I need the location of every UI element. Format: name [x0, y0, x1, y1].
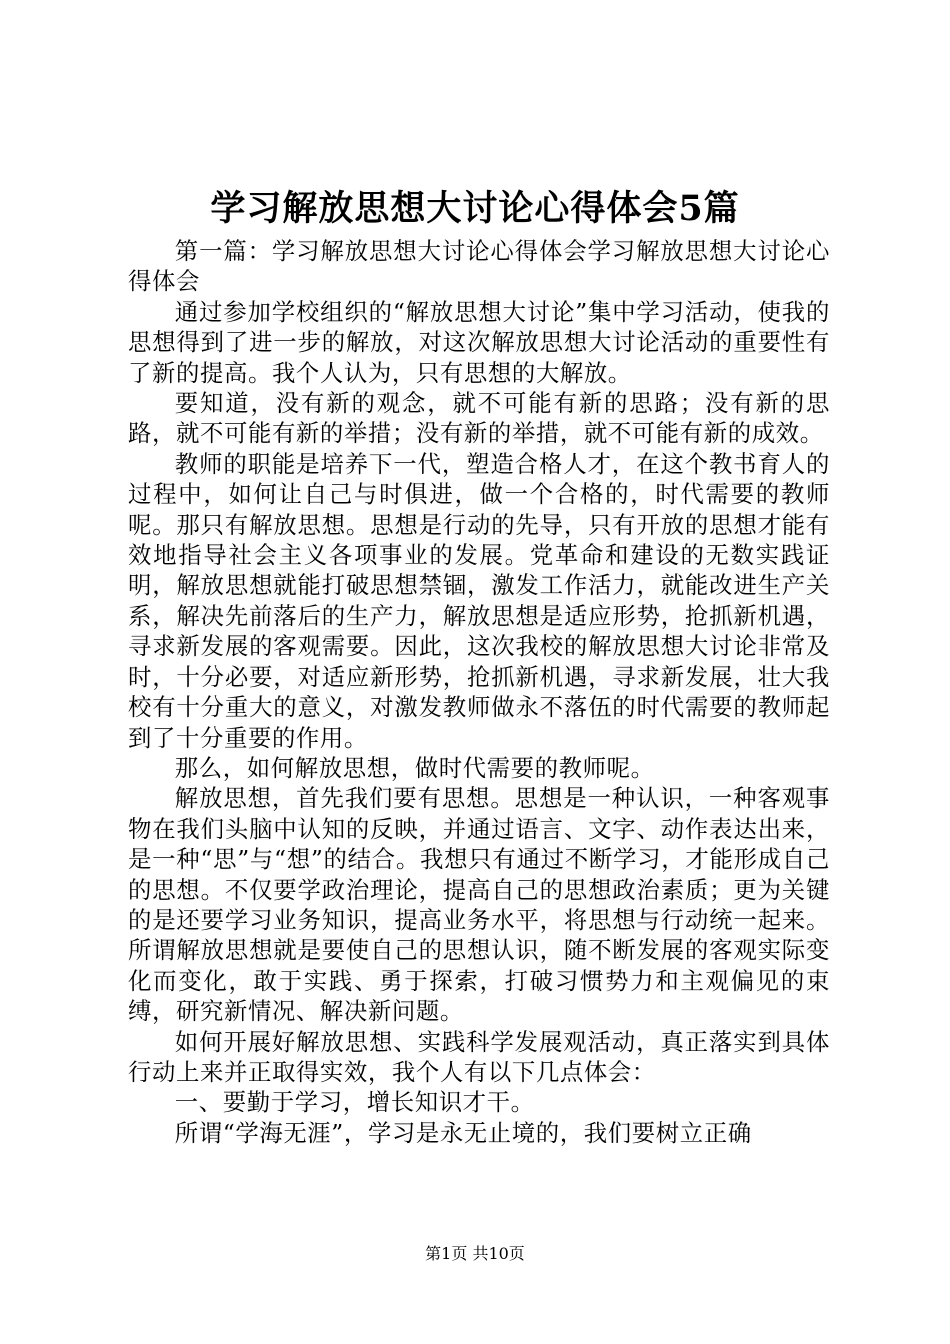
paragraph: 一、要勤于学习，增长知识才干。 — [174, 1088, 535, 1117]
paragraph: 第一篇：学习解放思想大讨论心得体会学习解放思想大讨论心得体会 — [128, 237, 830, 296]
paragraph: 通过参加学校组织的“解放思想大讨论”集中学习活动，使我的思想得到了进一步的解放，对这次解放思想大讨论活动的重要性有了新的提高。我个人认为，只有思想的大解放。 — [128, 297, 830, 387]
paragraph: 解放思想，首先我们要有思想。思想是一种认识，一种客观事物在我们头脑中认知的反映，并通过语言、文字、动作表达出来，是一种“思”与“想”的结合。我想只有通过不断学习，才能形成自己的思想。不仅要学政治理论，提高自己的思想政治素质；更为关键的是还要学习业务知识，提高业务水平，将思想与行动统一起来。所谓解放思想就是要使自己的思想认识，随不断发展的客观实际变化而变化，敢于实践、勇于探索，打破习惯势力和主观偏见的束缚，研究新情况、解决新问题。 — [128, 784, 830, 1026]
paragraph: 如何开展好解放思想、实践科学发展观活动，真正落实到具体行动上来并正取得实效，我个人有以下几点体会： — [128, 1027, 830, 1086]
document-body — [128, 236, 830, 1148]
paragraph: 教师的职能是培养下一代，塑造合格人才，在这个教书育人的过程中，如何让自己与时俱进，做一个合格的，时代需要的教师呢。那只有解放思想。思想是行动的先导，只有开放的思想才能有效地指导社会主义各项事业的发展。党革命和建设的无数实践证明，解放思想就能打破思想禁锢，激发工作活力，就能改进生产关系，解决先前落后的生产力，解放思想是适应形势，抢抓新机遇，寻求新发展的客观需要。因此，这次我校的解放思想大讨论非常及时，十分必要，对适应新形势，抢抓新机遇，寻求新发展，壮大我校有十分重大的意义，对激发教师做永不落伍的时代需要的教师起到了十分重要的作用。 — [128, 449, 830, 752]
paragraph: 所谓“学海无涯”，学习是永无止境的，我们要树立正确 — [174, 1118, 752, 1147]
paragraph: 那么，如何解放思想，做时代需要的教师呢。 — [174, 753, 655, 782]
page-number-footer: 第1页 共10页 — [425, 1244, 525, 1263]
paragraph: 要知道，没有新的观念，就不可能有新的思路；没有新的思路，就不可能有新的举措；没有新的举措，就不可能有新的成效。 — [128, 389, 830, 448]
document-title: 学习解放思想大讨论心得体会5篇 — [210, 188, 740, 229]
